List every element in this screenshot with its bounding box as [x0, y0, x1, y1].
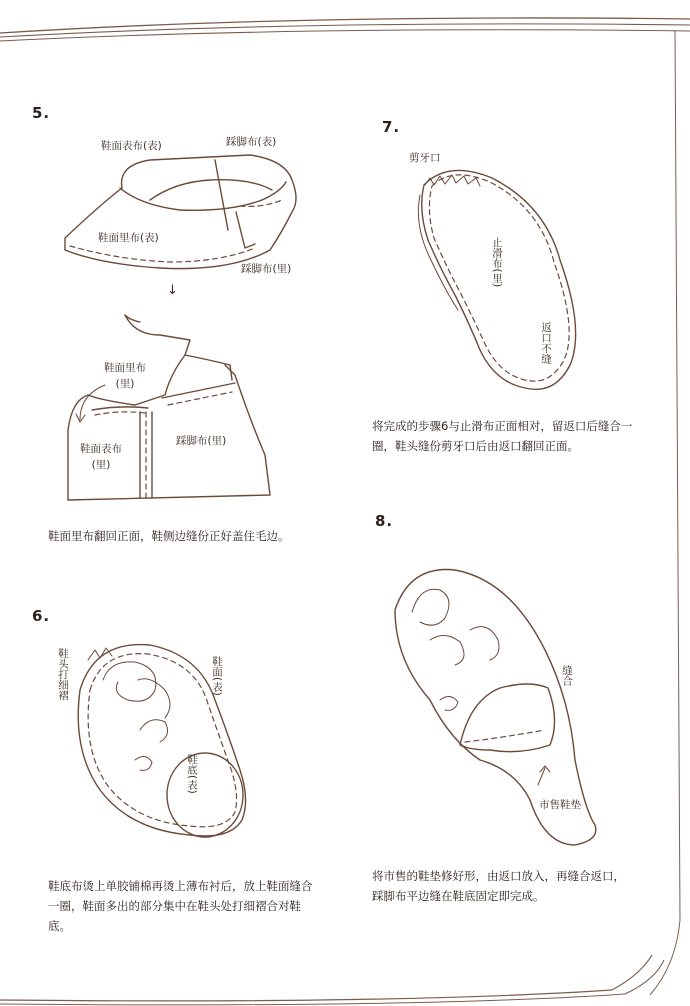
label-sole-face: 鞋底(表) — [186, 754, 198, 794]
step-7-caption: 将完成的步骤6与止滑布正面相对，留返口后缝合一圈，鞋头缝份剪牙口后由返口翻回正面。 — [372, 419, 633, 453]
label-notch: 剪牙口 — [409, 152, 441, 164]
label-upper-outer-inner: 鞋面表布 (里) — [80, 443, 122, 471]
label-heel-lining-inner: 踩脚布(里) — [176, 435, 227, 447]
label-upper-lining-inner: 鞋面里布 (里) — [104, 362, 146, 390]
label-heel-lining: 踩脚布(里) — [241, 263, 292, 275]
label-upper-outer: 鞋面表布(表) — [101, 140, 162, 152]
step-5-caption: 鞋面里布翻回正面，鞋侧边缝份正好盖住毛边。 — [48, 529, 290, 543]
label-toe-gather: 鞋头打细褶 — [57, 648, 69, 701]
step-7-number: 7. — [382, 118, 401, 136]
label-upper-face: 鞋面(表) — [211, 656, 223, 696]
label-non-slip: 止滑布(里) — [491, 237, 503, 288]
label-heel-outer: 踩脚布(表) — [226, 136, 277, 148]
step-5-number: 5. — [32, 104, 51, 122]
step-6-caption: 鞋底布烫上单胶铺棉再烫上薄布衬后，放上鞋面缝合一圈，鞋面多出的部分集中在鞋头处打细褶合对鞋底。 — [48, 879, 313, 933]
step-8-caption: 将市售的鞋垫修好形，由返口放入，再缝合返口，踩脚布平边缝在鞋底固定即完成。 — [372, 869, 625, 903]
label-sew: 缝合 — [561, 665, 573, 686]
step-8-number: 8. — [375, 512, 394, 530]
label-return-opening: 返口不缝 — [540, 322, 552, 364]
label-upper-lining-top: 鞋面里布(表) — [98, 232, 159, 244]
label-insole: 市售鞋垫 — [539, 799, 581, 811]
step-6-number: 6. — [32, 607, 51, 625]
down-arrow: ↓ — [167, 283, 178, 298]
